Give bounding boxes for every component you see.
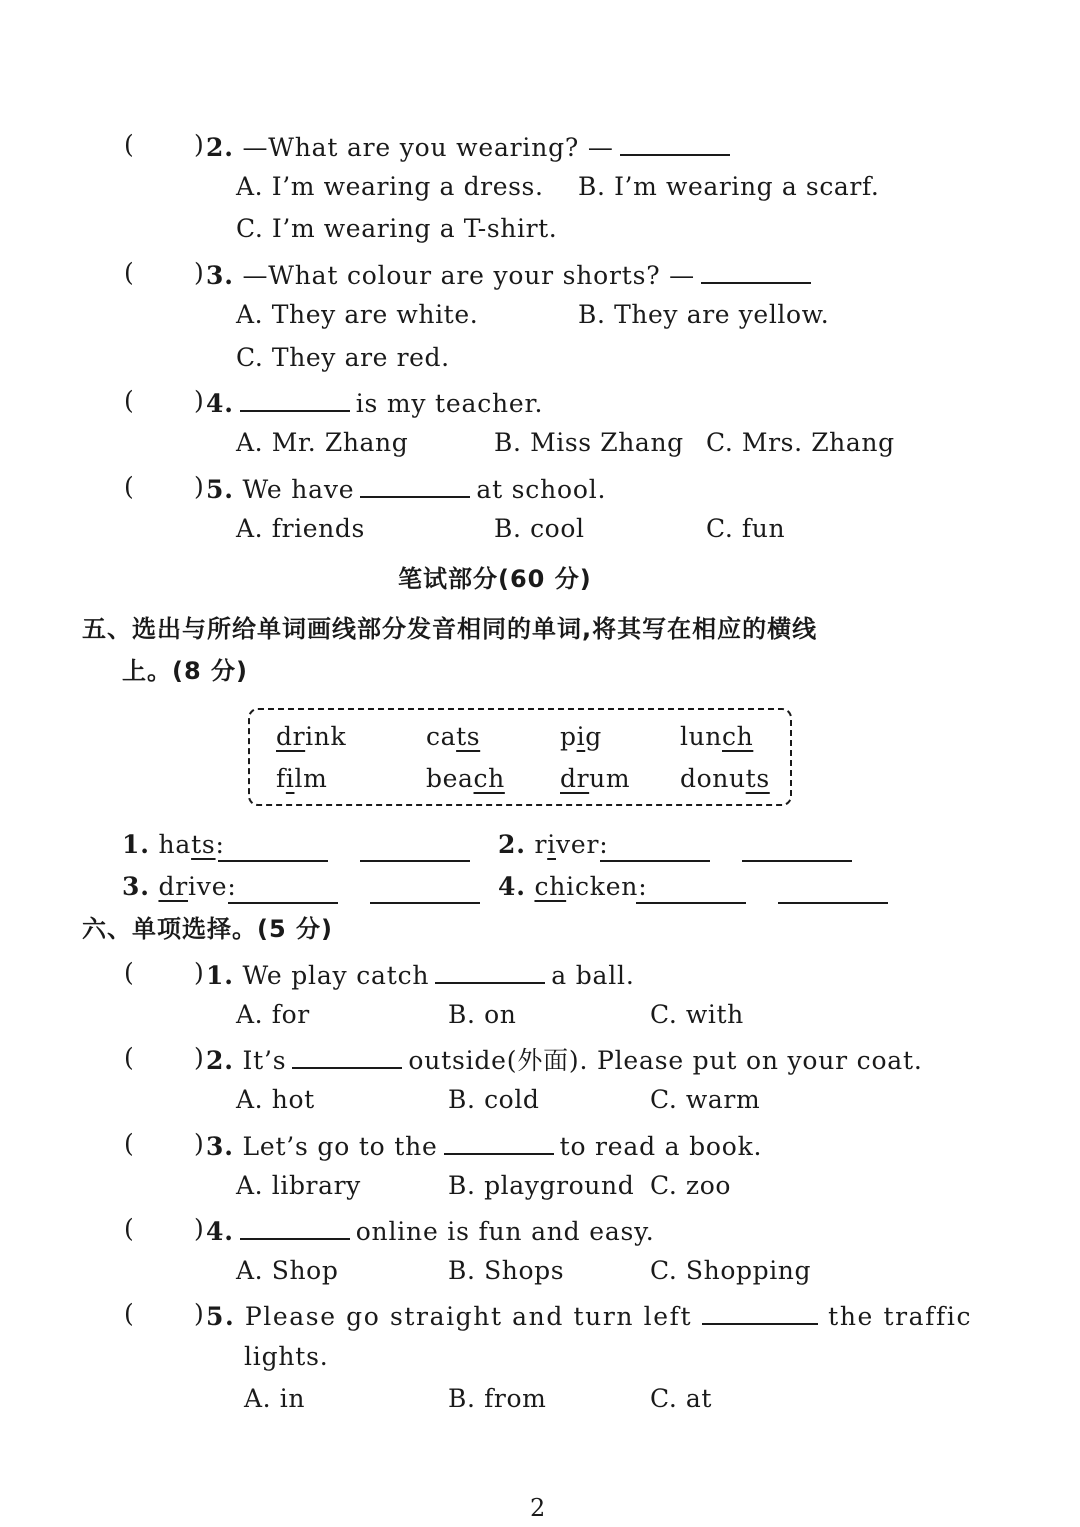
option-c: C. Shopping [650, 1256, 812, 1285]
answer-blank[interactable] [742, 858, 852, 862]
answer-blank[interactable] [240, 386, 350, 412]
option-b: B. from [448, 1384, 547, 1413]
option-a: A. for [236, 1000, 310, 1029]
option-c: C. fun [706, 514, 786, 543]
answer-paren-open: ( [124, 958, 134, 987]
answer-paren-close: ) [194, 130, 204, 159]
option-a: A. friends [236, 514, 365, 543]
answer-paren-close: ) [194, 386, 204, 415]
word-donuts: donuts [680, 764, 770, 793]
section5-title-cont: 上。(8 分) [122, 657, 248, 685]
question-text: We have [233, 475, 355, 504]
answer-paren-close: ) [194, 258, 204, 287]
word-pig: pig [560, 722, 602, 751]
answer-blank[interactable] [702, 1299, 818, 1325]
question-number: 5. [206, 475, 234, 504]
option-a: A. They are white. [236, 300, 479, 329]
answer-blank[interactable] [218, 858, 328, 862]
question-number: 2. [206, 133, 234, 162]
answer-paren-close: ) [194, 1129, 204, 1158]
question-l5-stem [206, 472, 606, 505]
question-s6-4: 4. online is fun and easy. [206, 1214, 655, 1247]
option-c: C. I’m wearing a T-shirt. [236, 214, 558, 243]
word-beach: beach [426, 764, 505, 793]
option-b: B. cold [448, 1085, 540, 1114]
option-b: B. cool [494, 514, 585, 543]
option-c: C. They are red. [236, 343, 450, 372]
s5-item-3: 3. drive: [122, 872, 237, 901]
answer-paren-close: ) [194, 1043, 204, 1072]
answer-paren-open: ( [124, 130, 134, 159]
option-b: B. playground [448, 1171, 635, 1200]
written-part-title: 笔试部分(60 分) [398, 565, 592, 593]
answer-paren-open: ( [124, 1299, 134, 1328]
word-drink: drink [276, 722, 347, 751]
answer-blank[interactable] [228, 900, 338, 904]
option-a: A. Mr. Zhang [236, 428, 409, 457]
option-c: C. zoo [650, 1171, 732, 1200]
answer-blank[interactable] [778, 900, 888, 904]
option-b: B. I’m wearing a scarf. [578, 172, 880, 201]
question-text: —What are you wearing? — [233, 133, 614, 162]
answer-blank[interactable] [600, 858, 710, 862]
answer-blank[interactable] [701, 258, 811, 284]
question-s6-2: 2. It’s outside(外面). Please put on your coat. [206, 1043, 923, 1076]
question-s6-5: 5. Please go straight and turn left the traffic [206, 1299, 972, 1332]
option-c: C. Mrs. Zhang [706, 428, 895, 457]
s5-item-1: 1. hats: [122, 830, 225, 859]
question-number: 4. [206, 389, 234, 418]
answer-blank[interactable] [240, 1214, 350, 1240]
section6-title: 六、单项选择。(5 分) [82, 915, 333, 943]
option-c: C. with [650, 1000, 744, 1029]
question-s6-5-cont: lights. [244, 1342, 329, 1371]
answer-paren-open: ( [124, 1043, 134, 1072]
section5-title: 五、选出与所给单词画线部分发音相同的单词,将其写在相应的横线 [82, 615, 818, 643]
answer-paren-close: ) [194, 1299, 204, 1328]
option-c: C. at [650, 1384, 713, 1413]
answer-blank[interactable] [636, 900, 746, 904]
word-drum: drum [560, 764, 631, 793]
page-number: 2 [530, 1494, 546, 1522]
answer-blank[interactable] [620, 130, 730, 156]
option-a: A. Shop [236, 1256, 339, 1285]
question-s6-1: 1. We play catch a ball. [206, 958, 635, 991]
question-number: 3. [206, 261, 234, 290]
option-a: A. hot [236, 1085, 315, 1114]
answer-paren-open: ( [124, 1214, 134, 1243]
answer-paren-open: ( [124, 258, 134, 287]
question-l2-stem [206, 130, 736, 163]
answer-blank[interactable] [360, 858, 470, 862]
answer-blank[interactable] [444, 1129, 554, 1155]
option-b: B. They are yellow. [578, 300, 830, 329]
s5-item-4: 4. chicken: [498, 872, 648, 901]
answer-blank[interactable] [435, 958, 545, 984]
answer-paren-close: ) [194, 472, 204, 501]
option-b: B. Miss Zhang [494, 428, 684, 457]
question-l4-stem [206, 386, 543, 419]
option-a: A. library [236, 1171, 361, 1200]
option-b: B. Shops [448, 1256, 565, 1285]
answer-paren-open: ( [124, 472, 134, 501]
word-cats: cats [426, 722, 481, 751]
question-text: —What colour are your shorts? — [233, 261, 695, 290]
option-a: A. in [244, 1384, 306, 1413]
word-lunch: lunch [680, 722, 754, 751]
answer-blank[interactable] [292, 1043, 402, 1069]
option-c: C. warm [650, 1085, 761, 1114]
question-text: at school. [476, 475, 607, 504]
answer-blank[interactable] [370, 900, 480, 904]
question-s6-3: 3. Let’s go to the to read a book. [206, 1129, 762, 1162]
question-l3-stem [206, 258, 817, 291]
answer-blank[interactable] [360, 472, 470, 498]
word-film: film [276, 764, 328, 793]
answer-paren-open: ( [124, 386, 134, 415]
s5-item-2: 2. river: [498, 830, 609, 859]
option-b: B. on [448, 1000, 517, 1029]
question-text: is my teacher. [355, 389, 544, 418]
answer-paren-open: ( [124, 1129, 134, 1158]
answer-paren-close: ) [194, 958, 204, 987]
option-a: A. I’m wearing a dress. [236, 172, 544, 201]
answer-paren-close: ) [194, 1214, 204, 1243]
